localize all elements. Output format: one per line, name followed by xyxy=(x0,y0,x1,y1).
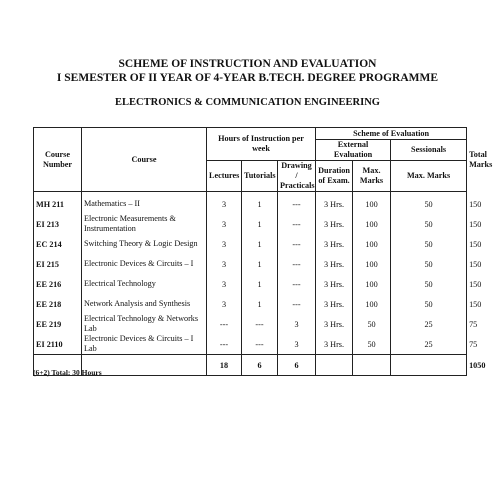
header-tutorials: Tutorials xyxy=(242,161,278,192)
totals-row: 18 6 6 1050 xyxy=(34,355,467,376)
tutorials-cell: 1 xyxy=(242,192,278,215)
scheme-table: Course Number Course Hours of Instruction per week Scheme of Evaluation Total Marks External Evaluation Sessionals Lectures Tutorials Drawing / Practicals Duration of Exam. Max. Marks Max. Marks MH 211 Mathematics – II 3 1 --- 3 Hrs. 100 50 150 EI 213 Electronic Measurements & Instrumentation 3 1 --- 3 Hrs. 100 50 150 EC 214 Switching Theory & Logic Design 3 1 --- 3 Hrs. 100 50 150 EI 215 Electronic Devices & Circuits – I 3 1 --- 3 Hrs. 100 50 150 EE 216 Electrical Technology 3 1 --- 3 Hrs. 100 50 150 EE 218 Network Analysis and Synthesis 3 1 --- 3 Hrs. 100 50 150 EE 219 Electrical Technology & Networks Lab --- --- 3 3 Hrs. 50 25 75 EI 2110 Electronic Devices & Circuits – I Lab --- --- 3 3 Hrs. 50 25 75 18 6 6 1050 xyxy=(33,127,467,376)
tutorials-cell: 1 xyxy=(242,214,278,234)
course-name: Electronic Devices & Circuits – I xyxy=(82,254,207,274)
table-row: EI 213 Electronic Measurements & Instrumentation 3 1 --- 3 Hrs. 100 50 150 xyxy=(34,214,467,234)
course-code: EI 2110 xyxy=(34,334,82,355)
duration-cell: 3 Hrs. xyxy=(316,294,353,314)
tutorials-cell: 1 xyxy=(242,234,278,254)
table-row: MH 211 Mathematics – II 3 1 --- 3 Hrs. 100 50 150 xyxy=(34,192,467,215)
table-row: EC 214 Switching Theory & Logic Design 3 1 --- 3 Hrs. 100 50 150 xyxy=(34,234,467,254)
table-row: EE 218 Network Analysis and Synthesis 3 1 --- 3 Hrs. 100 50 150 xyxy=(34,294,467,314)
header-course-number: Course Number xyxy=(34,128,82,192)
department-title: ELECTRONICS & COMMUNICATION ENGINEERING xyxy=(115,97,380,108)
duration-cell: 3 Hrs. xyxy=(316,314,353,334)
duration-cell: 3 Hrs. xyxy=(316,274,353,294)
lectures-cell: 3 xyxy=(207,234,242,254)
lectures-cell: 3 xyxy=(207,214,242,234)
header-lectures: Lectures xyxy=(207,161,242,192)
header-external-group: External Evaluation xyxy=(316,140,391,161)
header-sessionals: Sessionals xyxy=(391,140,467,161)
table-row: EE 216 Electrical Technology 3 1 --- 3 Hrs. 100 50 150 xyxy=(34,274,467,294)
semester-title: I SEMESTER OF II YEAR OF 4-YEAR B.TECH. DEGREE PROGRAMME xyxy=(56,72,439,84)
tutorials-cell: --- xyxy=(242,314,278,334)
scheme-table-body xyxy=(34,192,482,355)
sess-marks-cell: 50 xyxy=(391,274,467,294)
header-scheme-group: Scheme of Evaluation xyxy=(316,128,467,140)
tutorials-cell: 1 xyxy=(242,274,278,294)
ext-marks-cell: 100 xyxy=(353,274,391,294)
duration-cell: 3 Hrs. xyxy=(316,334,353,355)
sess-marks-cell: 50 xyxy=(391,234,467,254)
duration-cell: 3 Hrs. xyxy=(316,192,353,215)
header-duration: Duration of Exam. xyxy=(316,161,353,192)
practicals-cell: --- xyxy=(278,274,316,294)
header-ext-max-marks: Max. Marks xyxy=(353,161,391,192)
lectures-cell: 3 xyxy=(207,274,242,294)
tutorials-cell: 1 xyxy=(242,254,278,274)
course-code: EI 213 xyxy=(34,214,82,234)
sess-marks-cell: 50 xyxy=(391,294,467,314)
total-lectures: 18 xyxy=(207,355,242,376)
header-drawing-practicals: Drawing / Practicals xyxy=(278,161,316,192)
total-practicals: 6 xyxy=(278,355,316,376)
course-name: Electrical Technology xyxy=(82,274,207,294)
sess-marks-cell: 50 xyxy=(391,254,467,274)
course-name: Electrical Technology & Networks Lab xyxy=(82,314,207,334)
ext-marks-cell: 100 xyxy=(353,214,391,234)
practicals-cell: 3 xyxy=(278,314,316,334)
totals-empty-ext xyxy=(353,355,391,376)
header-course: Course xyxy=(82,128,207,192)
practicals-cell: --- xyxy=(278,192,316,215)
duration-cell: 3 Hrs. xyxy=(316,214,353,234)
course-name: Switching Theory & Logic Design xyxy=(82,234,207,254)
sess-marks-cell: 25 xyxy=(391,334,467,355)
practicals-cell: --- xyxy=(278,214,316,234)
sess-marks-cell: 25 xyxy=(391,314,467,334)
course-code: EE 216 xyxy=(34,274,82,294)
header-sess-max-marks: Max. Marks xyxy=(391,161,467,192)
total-tutorials: 6 xyxy=(242,355,278,376)
lectures-cell: 3 xyxy=(207,294,242,314)
ext-marks-cell: 100 xyxy=(353,254,391,274)
ext-marks-cell: 100 xyxy=(353,234,391,254)
tutorials-cell: 1 xyxy=(242,294,278,314)
course-name: Mathematics – II xyxy=(82,192,207,215)
course-name: Electronic Devices & Circuits – I Lab xyxy=(82,334,207,355)
practicals-cell: 3 xyxy=(278,334,316,355)
header-hours-group: Hours of Instruction per week xyxy=(207,128,316,161)
scheme-title: SCHEME OF INSTRUCTION AND EVALUATION xyxy=(118,58,377,70)
tutorials-cell: --- xyxy=(242,334,278,355)
table-row: EI 2110 Electronic Devices & Circuits – I Lab --- --- 3 3 Hrs. 50 25 75 xyxy=(34,334,467,355)
course-code: MH 211 xyxy=(34,192,82,215)
ext-marks-cell: 50 xyxy=(353,334,391,355)
total-hours-note: (6+2) Total: 30 Hours xyxy=(33,368,102,377)
ext-marks-cell: 50 xyxy=(353,314,391,334)
course-code: EE 219 xyxy=(34,314,82,334)
lectures-cell: 3 xyxy=(207,254,242,274)
lectures-cell: --- xyxy=(207,314,242,334)
course-code: EI 215 xyxy=(34,254,82,274)
ext-marks-cell: 100 xyxy=(353,294,391,314)
sess-marks-cell: 50 xyxy=(391,192,467,215)
practicals-cell: --- xyxy=(278,294,316,314)
practicals-cell: --- xyxy=(278,234,316,254)
course-code: EC 214 xyxy=(34,234,82,254)
ext-marks-cell: 100 xyxy=(353,192,391,215)
practicals-cell: --- xyxy=(278,254,316,274)
course-name: Network Analysis and Synthesis xyxy=(82,294,207,314)
duration-cell: 3 Hrs. xyxy=(316,234,353,254)
course-code: EE 218 xyxy=(34,294,82,314)
sess-marks-cell: 50 xyxy=(391,214,467,234)
lectures-cell: 3 xyxy=(207,192,242,215)
table-row: EE 219 Electrical Technology & Networks Lab --- --- 3 3 Hrs. 50 25 75 xyxy=(34,314,467,334)
totals-empty-sess xyxy=(391,355,467,376)
course-name: Electronic Measurements & Instrumentation xyxy=(82,214,207,234)
totals-empty-duration xyxy=(316,355,353,376)
duration-cell: 3 Hrs. xyxy=(316,254,353,274)
table-row: EI 215 Electronic Devices & Circuits – I 3 1 --- 3 Hrs. 100 50 150 xyxy=(34,254,467,274)
lectures-cell: --- xyxy=(207,334,242,355)
